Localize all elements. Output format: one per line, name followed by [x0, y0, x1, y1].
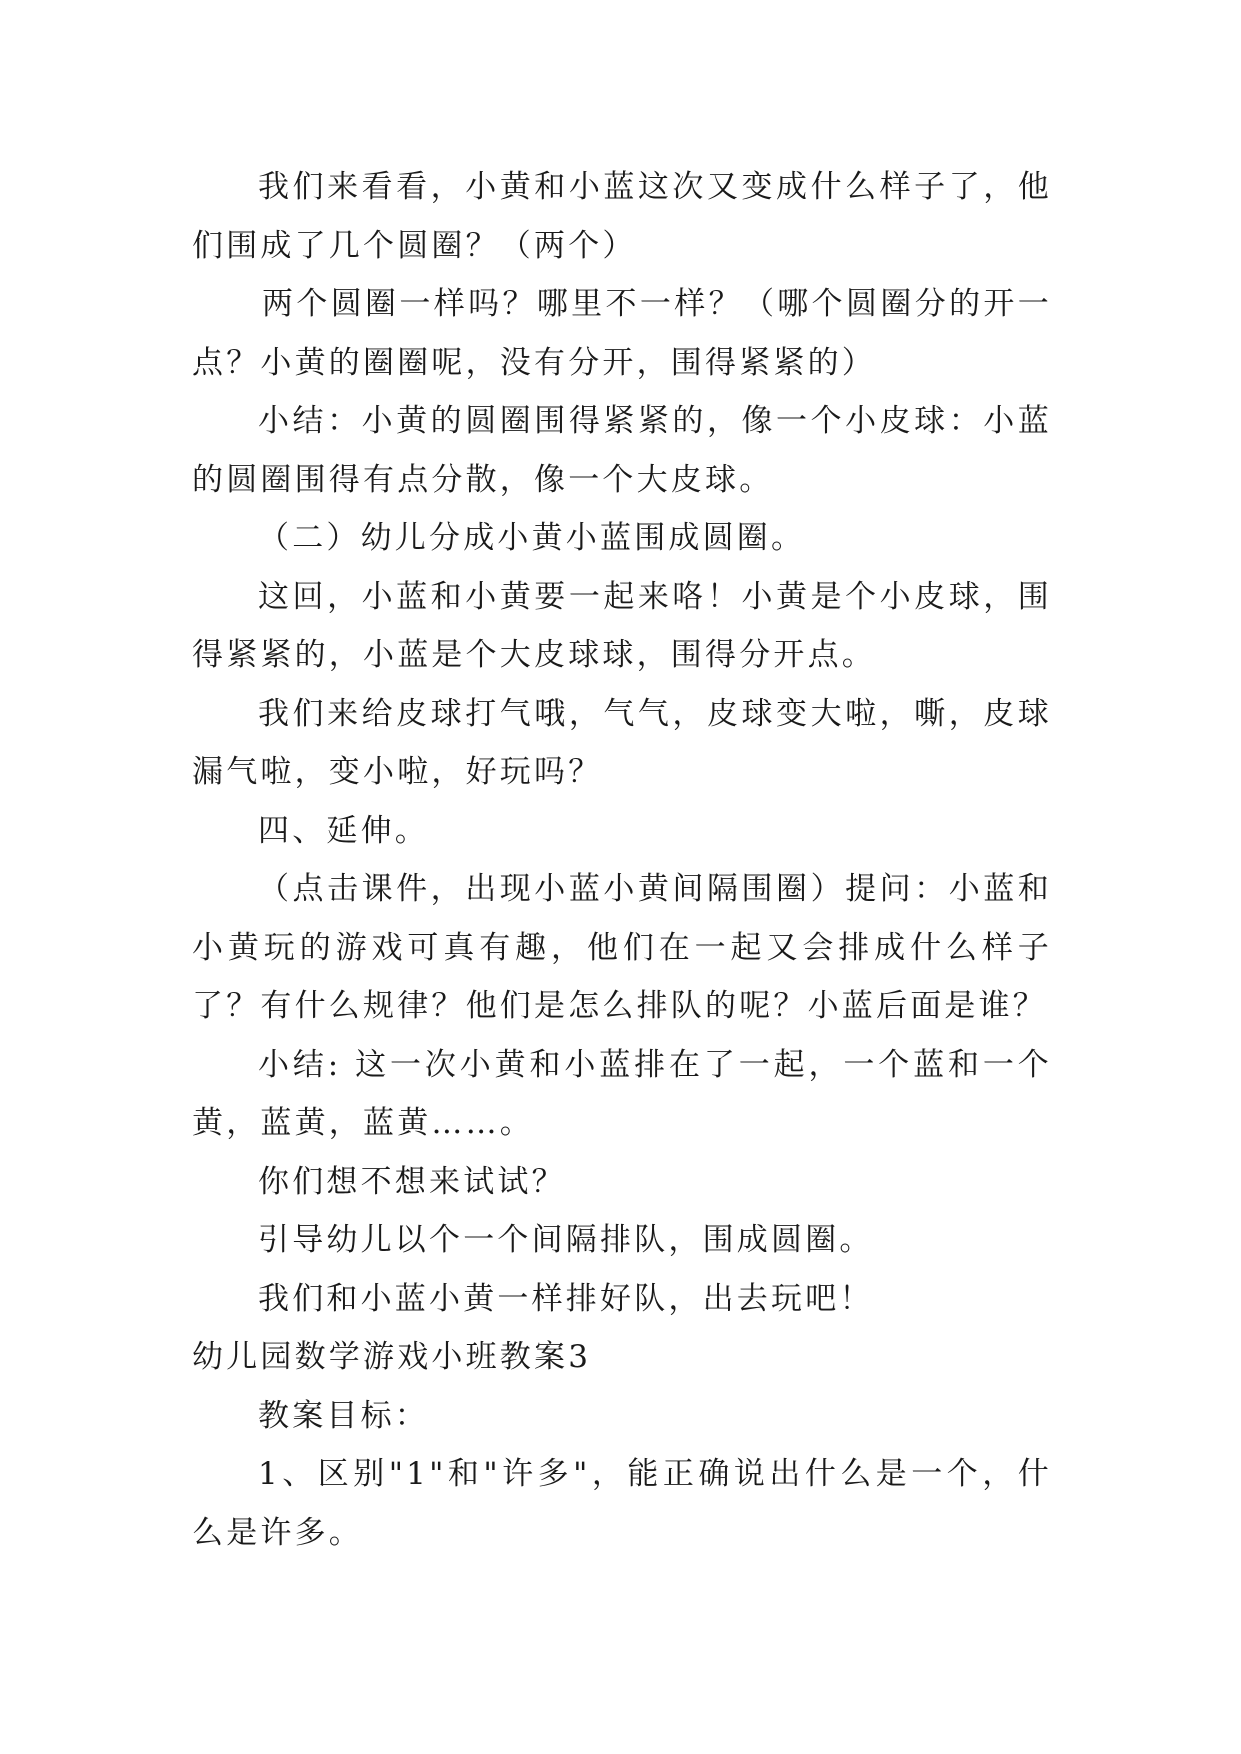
paragraph-8: （点击课件，出现小蓝小黄间隔围圈）提问：小蓝和小黄玩的游戏可真有趣，他们在一起又会排成什么样子了？有什么规律？他们是怎么排队的呢？小蓝后面是谁？	[192, 871, 1052, 1024]
paragraph-13: 教案目标：	[258, 1397, 429, 1434]
paragraph-4: （二）幼儿分成小黄小蓝围成圆圈。	[258, 520, 806, 556]
paragraph-9: 小结: 这一次小黄和小蓝排在了一起，一个蓝和一个黄，蓝黄，蓝黄……。	[192, 1046, 1052, 1141]
document-body	[192, 158, 1052, 1562]
paragraph-12: 我们和小蓝小黄一样排好队，出去玩吧！	[258, 1280, 874, 1317]
paragraph-2: 两个圆圈一样吗？哪里不一样？（哪个圆圈分的开一点？小黄的圈圈呢，没有分开，围得紧紧的）	[192, 286, 1052, 381]
paragraph-7: 四、延伸。	[258, 812, 429, 849]
paragraph-10: 你们想不想来试试？	[258, 1163, 566, 1200]
paragraph-1: 我们来看看，小黄和小蓝这次又变成什么样子了，他们围成了几个圆圈？（两个）	[192, 169, 1052, 264]
paragraph-14: 1、区别"1"和"许多"，能正确说出什么是一个，什么是许多。	[192, 1456, 1052, 1551]
section-heading: 幼儿园数学游戏小班教案3	[192, 1339, 592, 1375]
paragraph-11: 引导幼儿以个一个间隔排队，围成圆圈。	[258, 1222, 874, 1258]
paragraph-5: 这回，小蓝和小黄要一起来咯！小黄是个小皮球，围得紧紧的，小蓝是个大皮球球，围得分开点。	[192, 578, 1052, 673]
paragraph-6: 我们来给皮球打气哦，气气，皮球变大啦，嘶，皮球漏气啦，变小啦，好玩吗？	[192, 695, 1052, 790]
paragraph-3: 小结：小黄的圆圈围得紧紧的，像一个小皮球：小蓝的圆圈围得有点分散，像一个大皮球。	[192, 403, 1052, 498]
